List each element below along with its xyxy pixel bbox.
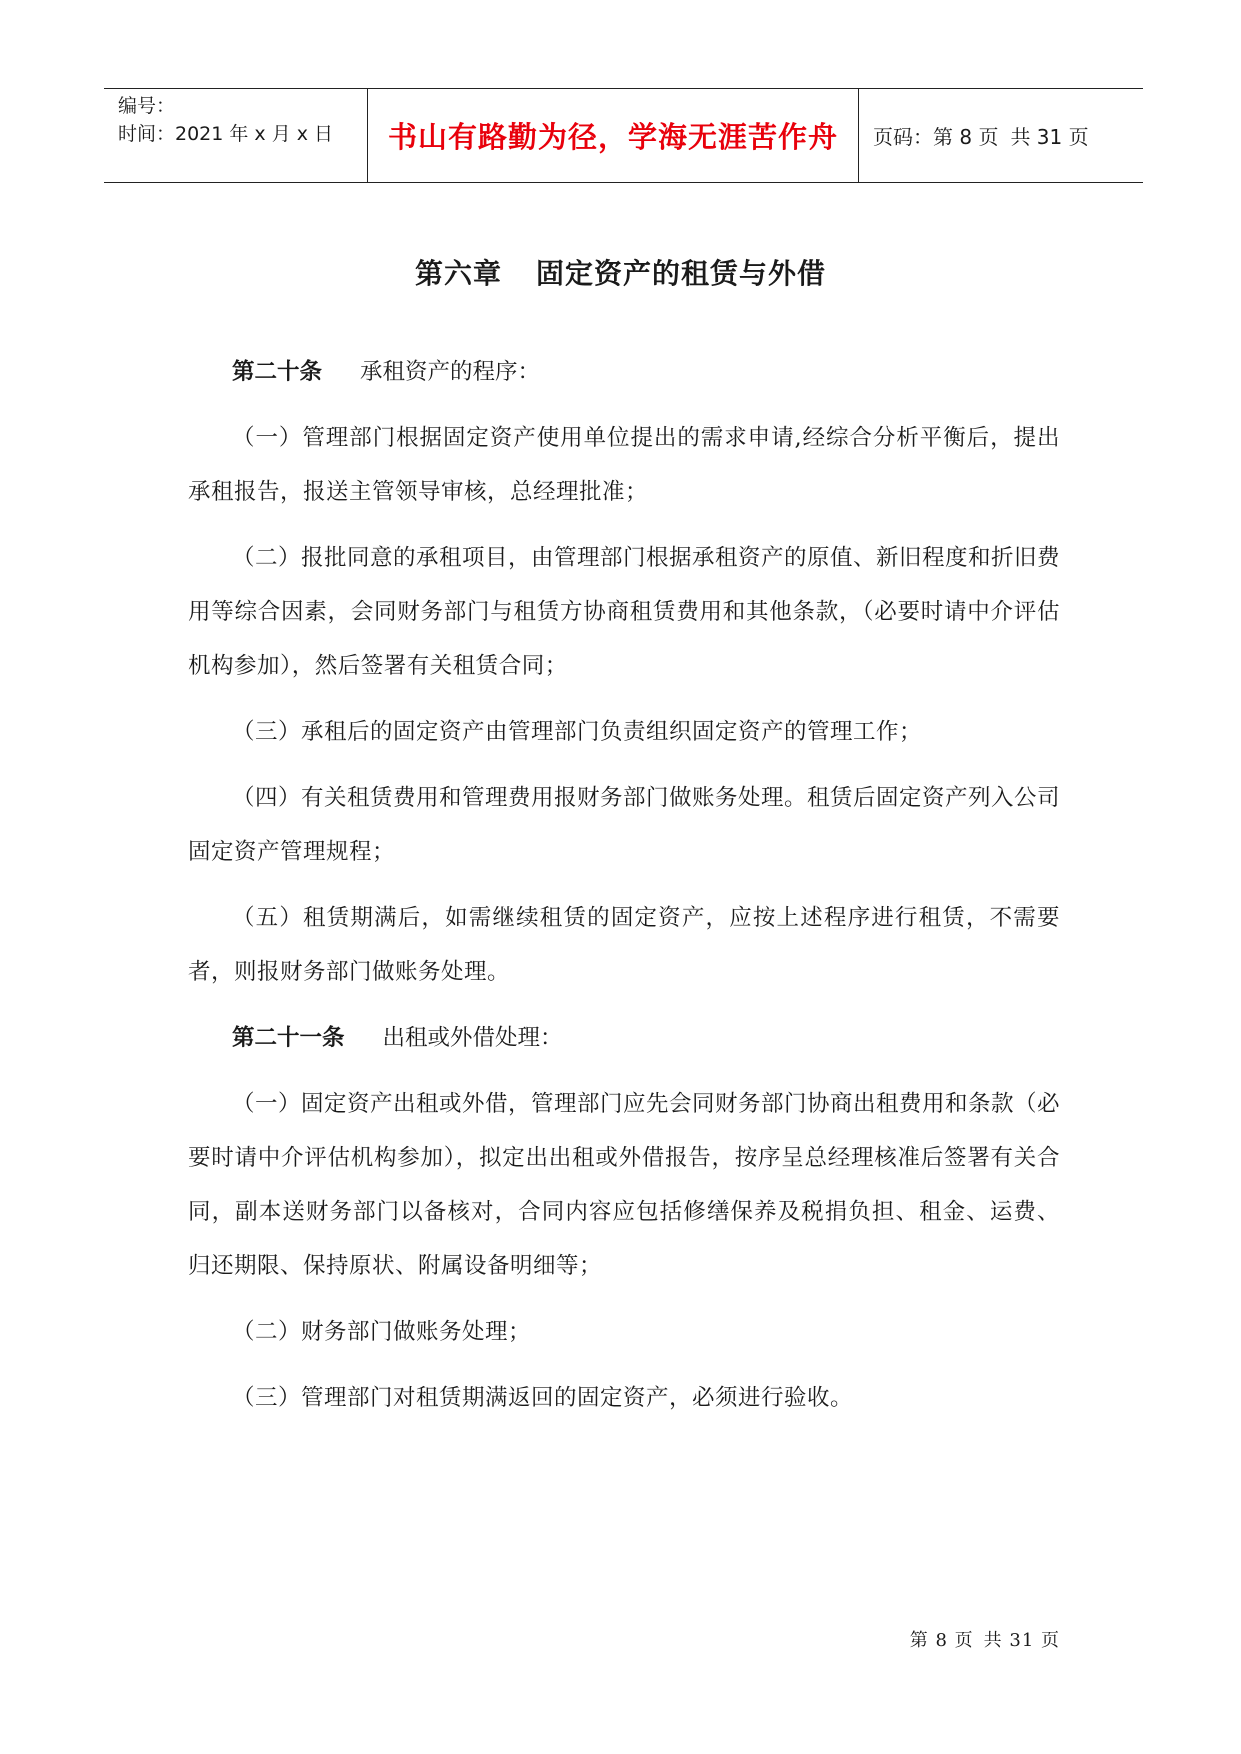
header-page-current: 页码：第 8 页	[873, 125, 999, 149]
clause-paragraph: （三）承租后的固定资产由管理部门负责组织固定资产的管理工作；	[232, 719, 923, 745]
article-heading	[188, 345, 1060, 399]
clause-paragraph: （二）报批同意的承租项目，由管理部门根据承租资产的原值、新旧程度和折旧费用等综合因素，会同财务部门与租赁方协商租赁费用和其他条款，（必要时请中介评估机构参加），然后签署有关租赁合同；	[188, 545, 1061, 679]
article-heading-text: 承租资产的程序：	[360, 359, 541, 385]
document-date: 时间：2021 年 x 月 x 日	[118, 123, 334, 145]
header-motto: 书山有路勤为径，学海无涯苦作舟	[368, 89, 859, 182]
clause-paragraph: （二）财务部门做账务处理；	[232, 1319, 532, 1345]
header-meta	[104, 89, 368, 182]
chapter-name: 固定资产的租赁与外借	[536, 257, 827, 290]
article-heading-text: 出租或外借处理：	[382, 1025, 563, 1051]
document-number-label: 编号：	[118, 95, 176, 117]
article-number: 第二十条	[232, 359, 323, 385]
document-body	[188, 345, 1060, 1437]
footer-page-current: 第 8 页	[909, 1630, 974, 1651]
header-page-number	[859, 89, 1143, 182]
clause-paragraph: （四）有关租赁费用和管理费用报财务部门做账务处理。租赁后固定资产列入公司固定资产管理规程；	[188, 785, 1061, 865]
clause-paragraph: （一）管理部门根据固定资产使用单位提出的需求申请,经综合分析平衡后，提出承租报告，报送主管领导审核，总经理批准；	[188, 425, 1060, 505]
document-header	[104, 88, 1143, 183]
clause-paragraph: （五）租赁期满后，如需继续租赁的固定资产，应按上述程序进行租赁，不需要者，则报财务部门做账务处理。	[188, 905, 1060, 985]
header-page-total: 共 31 页	[1010, 125, 1089, 149]
article-number: 第二十一条	[232, 1025, 345, 1051]
clause-paragraph: （一）固定资产出租或外借，管理部门应先会同财务部门协商出租费用和条款（必要时请中介评估机构参加），拟定出出租或外借报告，按序呈总经理核准后签署有关合同，副本送财务部门以备核对，合同内容应包括修缮保养及税捐负担、租金、运费、归还期限、保持原状、附属设备明细等；	[188, 1091, 1061, 1279]
article-heading	[188, 1011, 1060, 1065]
chapter-number: 第六章	[414, 257, 502, 290]
clause-paragraph: （三）管理部门对租赁期满返回的固定资产，必须进行验收。	[232, 1385, 854, 1411]
footer-page-total: 共 31 页	[983, 1630, 1060, 1651]
page-footer	[0, 1626, 1060, 1652]
chapter-title	[0, 252, 1241, 292]
